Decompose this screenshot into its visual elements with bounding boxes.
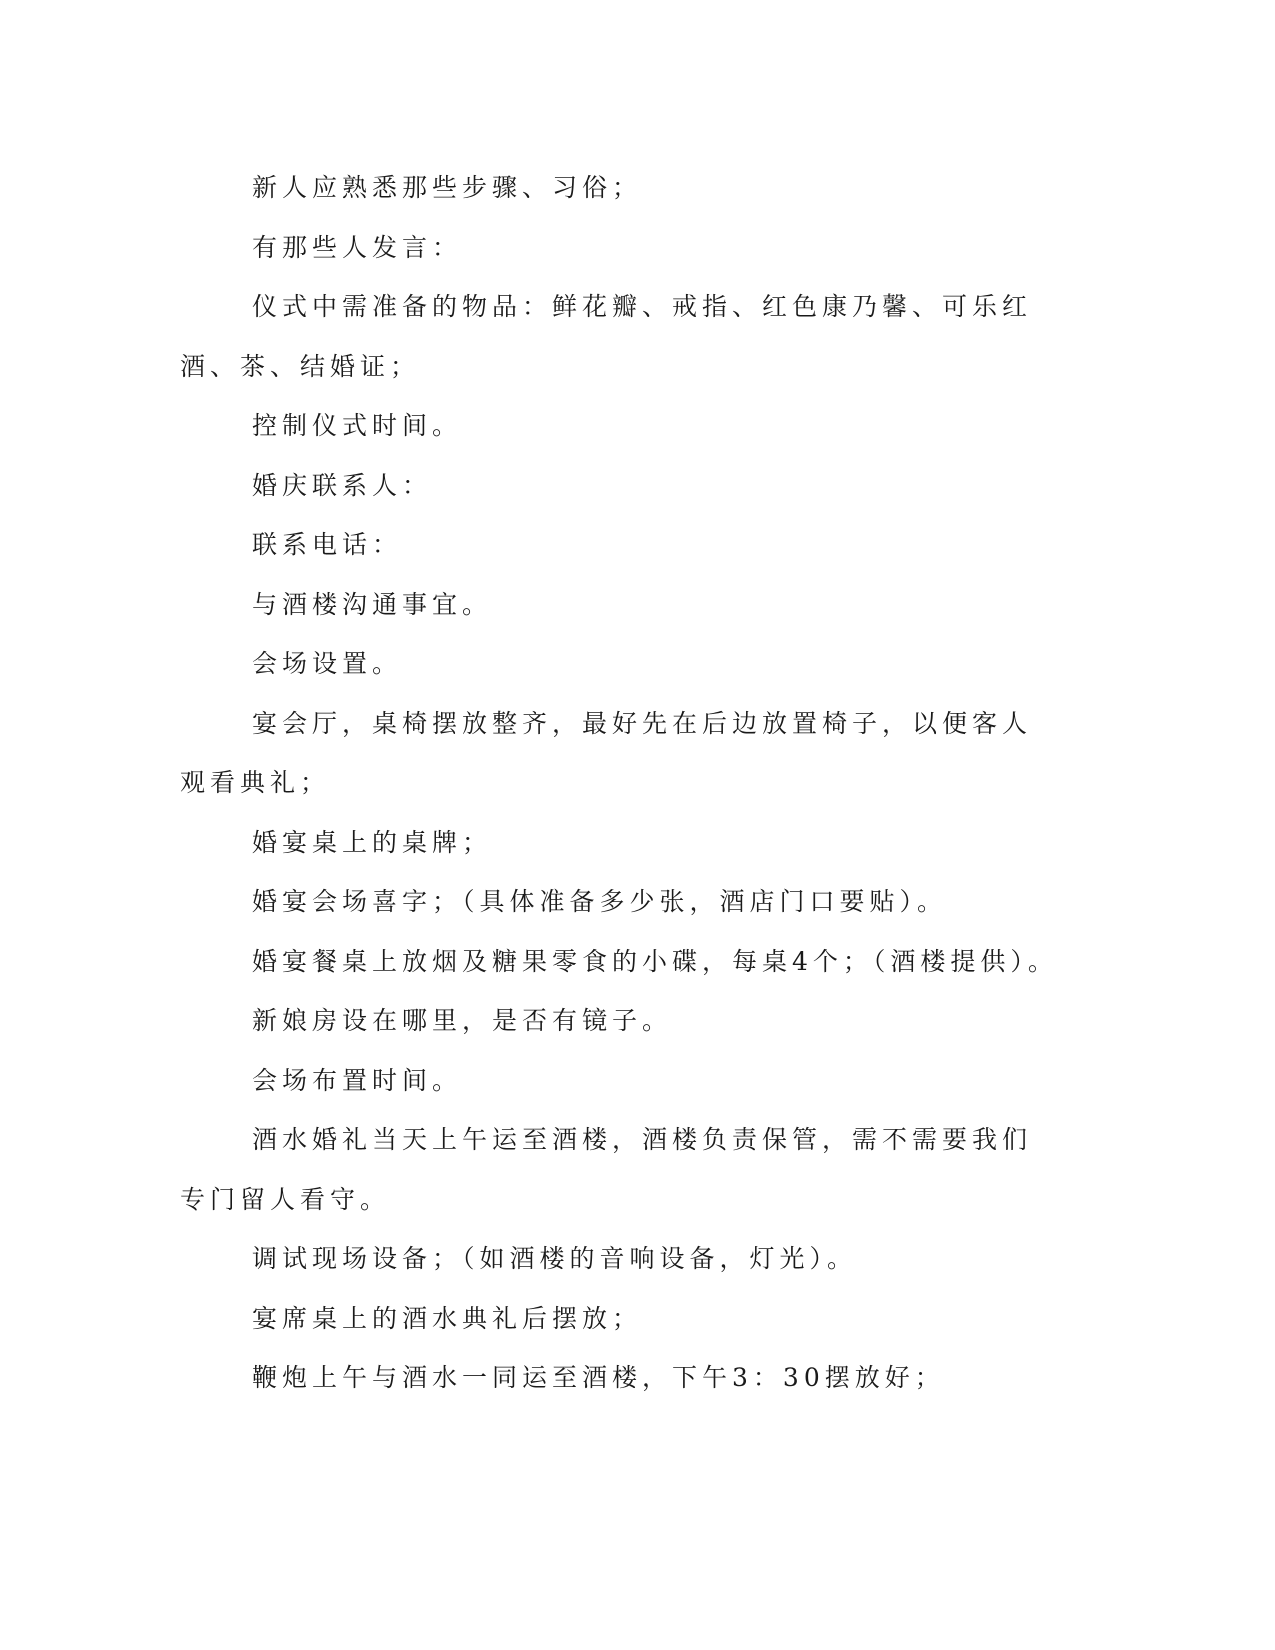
paragraph: 酒水婚礼当天上午运至酒楼，酒楼负责保管，需不需要我们专门留人看守。 — [180, 1125, 1033, 1214]
paragraph: 会场布置时间。 — [252, 1065, 463, 1095]
paragraph: 新人应熟悉那些步骤、习俗； — [252, 173, 643, 202]
paragraph: 控制仪式时间。 — [252, 411, 463, 440]
paragraph: 婚宴餐桌上放烟及糖果零食的小碟，每桌4个；（酒楼提供）。 — [252, 946, 1058, 976]
paragraph: 有那些人发言： — [252, 232, 463, 262]
paragraph: 仪式中需准备的物品：鲜花瓣、戒指、红色康乃馨、可乐红酒、茶、结婚证； — [180, 292, 1033, 381]
paragraph: 宴会厅，桌椅摆放整齐，最好先在后边放置椅子，以便客人观看典礼； — [180, 708, 1033, 797]
paragraph: 会场设置。 — [252, 649, 403, 678]
paragraph: 婚庆联系人： — [252, 470, 433, 500]
paragraph: 婚宴桌上的桌牌； — [252, 827, 493, 857]
paragraph: 与酒楼沟通事宜。 — [252, 589, 493, 619]
document-body — [180, 158, 1060, 1408]
paragraph: 婚宴会场喜字；（具体准备多少张，酒店门口要贴）。 — [252, 887, 948, 916]
paragraph: 鞭炮上午与酒水一同运至酒楼，下午3：30摆放好； — [252, 1363, 945, 1392]
paragraph: 新娘房设在哪里，是否有镜子。 — [252, 1006, 673, 1035]
paragraph: 调试现场设备；（如酒楼的音响设备，灯光）。 — [252, 1244, 858, 1273]
paragraph: 联系电话： — [252, 530, 403, 559]
paragraph: 宴席桌上的酒水典礼后摆放； — [252, 1303, 643, 1333]
